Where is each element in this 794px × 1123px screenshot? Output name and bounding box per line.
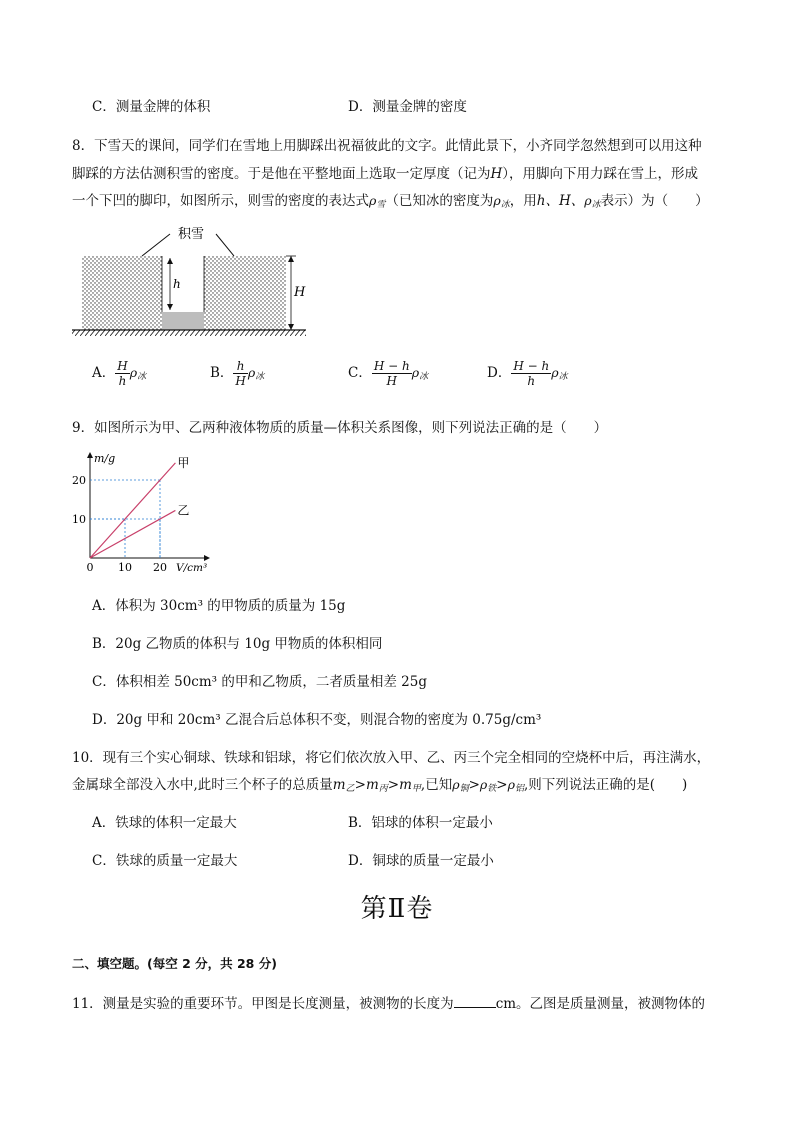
mass-volume-chart [70, 448, 220, 576]
y-axis-label: m/g [94, 452, 116, 465]
compressed-snow [162, 312, 204, 330]
q9-option-c: C．体积相差 50cm³ 的甲和乙物质，二者质量相差 25g [92, 674, 427, 690]
figure-label-h: h [173, 277, 181, 291]
figure-label-snow: 积雪 [178, 227, 205, 242]
q10-option-c: C．铁球的质量一定最大 [92, 853, 238, 869]
q9-option-a: A．体积为 30cm³ 的甲物质的质量为 15g [92, 598, 346, 614]
series-label-0: 甲 [177, 455, 190, 470]
q7-option-c: C．测量金牌的体积 [92, 99, 211, 115]
answer-blank[interactable] [454, 995, 496, 1008]
q10-stem-line-2: 金属球全部没入水中,此时三个杯子的总质量$m_乙>m_丙>m_甲$,已知$\rho_铜>\rho_铁>\rho_铝$,则下列说法正确的是( ) [72, 777, 688, 794]
y-tick-label-0: 10 [72, 513, 86, 526]
q10-stem-line-1: 10．现有三个实心铜球、铁球和铝球，将它们依次放入甲、乙、丙三个完全相同的空烧杯中后，再注满水， [72, 750, 711, 766]
q8-option-c: C． $\frac{H - h}{H}$ $\rho_冰$ [348, 359, 429, 388]
x-axis-label: V/cm³ [176, 562, 208, 574]
section-heading: 二、填空题。(每空 2 分，共 28 分) [72, 956, 277, 971]
q10-option-a: A．铁球的体积一定最大 [92, 815, 237, 831]
series-line-1 [90, 510, 175, 558]
q8-stem-line-2: 脚踩的方法估测积雪的密度。于是他在平整地面上选取一定厚度（记为H），用脚向下用力踩在雪上，形成 [72, 166, 699, 182]
x-tick-label-2: 20 [153, 561, 167, 574]
q8-stem-line-3: 一个下凹的脚印，如图所示，则雪的密度的表达式$\rho_雪$（已知冰的密度为$\rho_冰$，用h、H、$\rho_冰$表示）为（ ） [72, 193, 709, 210]
x-tick-label-1: 10 [118, 561, 132, 574]
x-tick-label-0: 0 [86, 561, 94, 574]
figure-label-H: H [294, 285, 306, 300]
q11-stem-line-1: 11．测量是实验的重要环节。甲图是长度测量，被测物的长度为 cm。乙图是质量测量，被测物体的 [72, 996, 706, 1012]
q10-option-d: D．铜球的质量一定最小 [348, 853, 494, 869]
q8-stem-line-1: 8．下雪天的课间，同学们在雪地上用脚踩出祝福彼此的文字。此情此景下，小齐同学忽然想到可以用这种 [72, 138, 702, 154]
series-label-1: 乙 [177, 503, 190, 518]
snow-block-right [204, 256, 286, 330]
q7-option-d: D．测量金牌的密度 [348, 99, 467, 115]
q8-option-a: A． $\frac{H}{h}$ $\rho_冰$ [92, 359, 147, 388]
q10-option-b: B．铝球的体积一定最小 [348, 815, 493, 831]
section-title: 第Ⅱ卷 [360, 894, 434, 924]
snow-footprint-figure [70, 222, 310, 342]
q9-option-b: B．20g 乙物质的体积与 10g 甲物质的体积相同 [92, 636, 383, 652]
y-tick-label-1: 20 [72, 474, 86, 487]
q9-stem: 9．如图所示为甲、乙两种液体物质的质量—体积关系图像，则下列说法正确的是（ ） [72, 420, 608, 436]
q8-option-d: D． $\frac{H - h}{h}$ $\rho_冰$ [487, 359, 568, 388]
q9-option-d: D．20g 甲和 20cm³ 乙混合后总体积不变，则混合物的密度为 0.75g/cm³ [92, 712, 542, 728]
x-axis-arrow [204, 555, 210, 561]
q8-option-b: B． $\frac{h}{H}$ $\rho_冰$ [210, 359, 265, 388]
snow-block-left [82, 256, 162, 330]
series-line-0 [90, 463, 175, 558]
y-axis-arrow [87, 452, 93, 458]
